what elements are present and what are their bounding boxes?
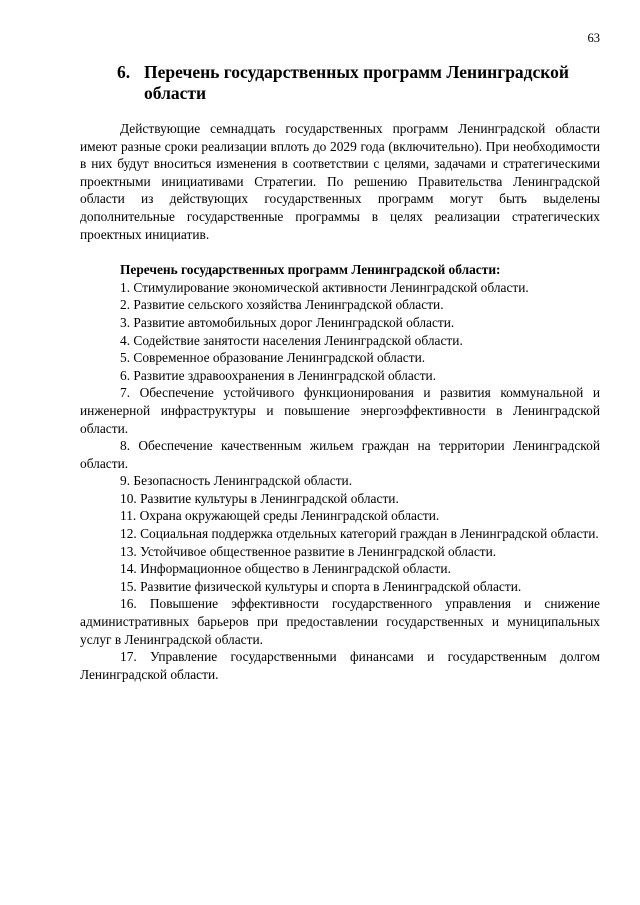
program-item-6: 6. Развитие здравоохранения в Ленинградской области. bbox=[120, 367, 437, 383]
section-number: 6. bbox=[117, 62, 131, 82]
program-item-2: 2. Развитие сельского хозяйства Ленинградской области. bbox=[120, 297, 444, 313]
intro-paragraph: Действующие семнадцать государственных программ Ленинградской области имеют разные сроки реализации вплоть до 2029 года (включительно). При необходимости в них будут вноситься изменения в соответствии с целями, задачами и стратегическими проектными инициативами Стратегии. По решению Правительства Ленинградской области из действующих государственных программ могут быть выделены дополнительные государственные программы в целях реализации стратегических проектных инициатив. bbox=[80, 121, 600, 242]
document-body bbox=[80, 120, 600, 683]
program-item-8: 8. Обеспечение качественным жильем граждан на территории Ленинградской области. bbox=[80, 438, 600, 471]
program-item-16: 16. Повышение эффективности государственного управления и снижение административных барьеров при предоставлении государственных и муниципальных услуг в Ленинградской области. bbox=[80, 596, 600, 647]
section-title-text: Перечень государственных программ Ленинградской bbox=[144, 62, 569, 82]
program-item-7: 7. Обеспечение устойчивого функционирования и развития коммунальной и инженерной инфраструктуры и повышение энергоэффективности в Ленинградской области. bbox=[80, 385, 600, 436]
page-number: 63 bbox=[587, 31, 600, 45]
section-heading-line-2: области bbox=[144, 83, 207, 103]
program-item-5: 5. Современное образование Ленинградской области. bbox=[120, 350, 426, 366]
program-item-11: 11. Охрана окружающей среды Ленинградской области. bbox=[120, 508, 440, 524]
program-item-14: 14. Информационное общество в Ленинградской области. bbox=[120, 561, 451, 577]
program-item-4: 4. Содействие занятости населения Ленинградской области. bbox=[120, 332, 463, 348]
section-heading bbox=[117, 62, 587, 104]
program-item-15: 15. Развитие физической культуры и спорта в Ленинградской области. bbox=[120, 578, 522, 594]
program-list bbox=[80, 279, 600, 684]
program-item-3: 3. Развитие автомобильных дорог Ленинградской области. bbox=[120, 314, 455, 330]
section-heading-line-1 bbox=[117, 62, 587, 83]
program-item-10: 10. Развитие культуры в Ленинградской области. bbox=[120, 490, 399, 506]
program-item-9: 9. Безопасность Ленинградской области. bbox=[120, 473, 353, 489]
program-item-13: 13. Устойчивое общественное развитие в Ленинградской области. bbox=[120, 543, 497, 559]
program-item-1: 1. Стимулирование экономической активности Ленинградской области. bbox=[120, 279, 529, 295]
program-item-17: 17. Управление государственными финансами и государственным долгом Ленинградской области. bbox=[80, 649, 600, 682]
program-list-title: Перечень государственных программ Ленинградской области: bbox=[120, 262, 501, 278]
program-item-12: 12. Социальная поддержка отдельных категорий граждан в Ленинградской области. bbox=[120, 526, 599, 542]
